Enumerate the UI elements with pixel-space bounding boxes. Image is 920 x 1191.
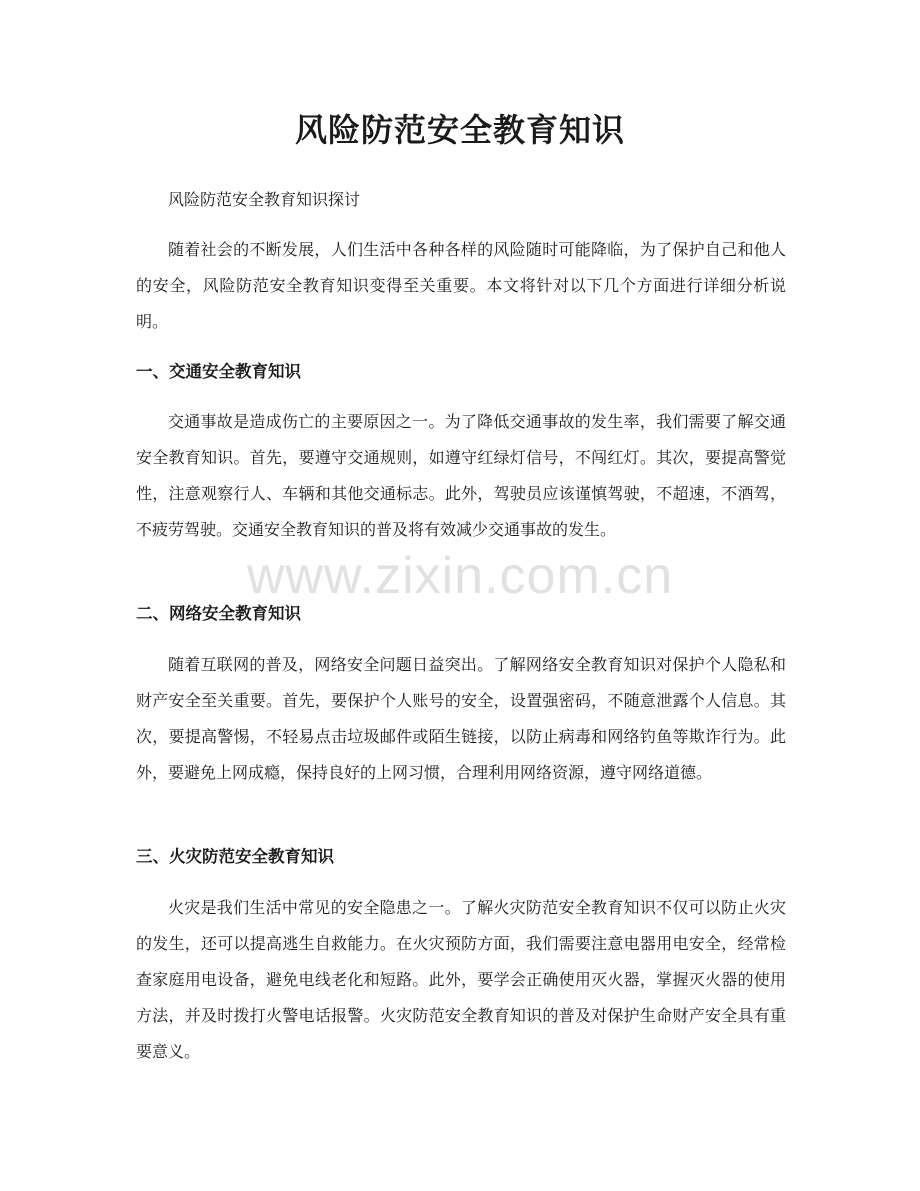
section-heading-traffic: 一、交通安全教育知识 <box>136 362 301 381</box>
section-heading-network: 二、网络安全教育知识 <box>136 604 301 623</box>
watermark: www.zixin.com.cn <box>246 547 674 605</box>
section-body-fire: 火灾是我们生活中常见的安全隐患之一。了解火灾防范安全教育知识不仅可以防止火灾的发生，还可以提高逃生自救能力。在火灾预防方面，我们需要注意电器用电安全，经常检查家庭用电设备，避免电线老化和短路。此外，要学会正确使用灭火器，掌握灭火器的使用方法，并及时拨打火警电话报警。火灾防范安全教育知识的普及对保护生命财产安全具有重要意义。 <box>136 898 786 1061</box>
section-body-traffic: 交通事故是造成伤亡的主要原因之一。为了降低交通事故的发生率，我们需要了解交通安全教育知识。首先，要遵守交通规则，如遵守红绿灯信号，不闯红灯。其次，要提高警觉性，注意观察行人、车辆和其他交通标志。此外，驾驶员应该谨慎驾驶，不超速，不酒驾，不疲劳驾驶。交通安全教育知识的普及将有效减少交通事故的发生。 <box>136 412 786 539</box>
intro-paragraph: 随着社会的不断发展，人们生活中各种各样的风险随时可能降临，为了保护自己和他人的安全，风险防范安全教育知识变得至关重要。本文将针对以下几个方面进行详细分析说明。 <box>136 240 786 331</box>
section-body-network: 随着互联网的普及，网络安全问题日益突出。了解网络安全教育知识对保护个人隐私和财产安全至关重要。首先，要保护个人账号的安全，设置强密码，不随意泄露个人信息。其次，要提高警惕，不轻易点击垃圾邮件或陌生链接，以防止病毒和网络钓鱼等欺诈行为。此外，要避免上网成瘾，保持良好的上网习惯，合理利用网络资源，遵守网络道德。 <box>136 655 786 782</box>
section-heading-fire: 三、火灾防范安全教育知识 <box>136 847 334 866</box>
document-title: 风险防范安全教育知识 <box>294 111 625 149</box>
document-subtitle: 风险防范安全教育知识探讨 <box>168 190 361 209</box>
